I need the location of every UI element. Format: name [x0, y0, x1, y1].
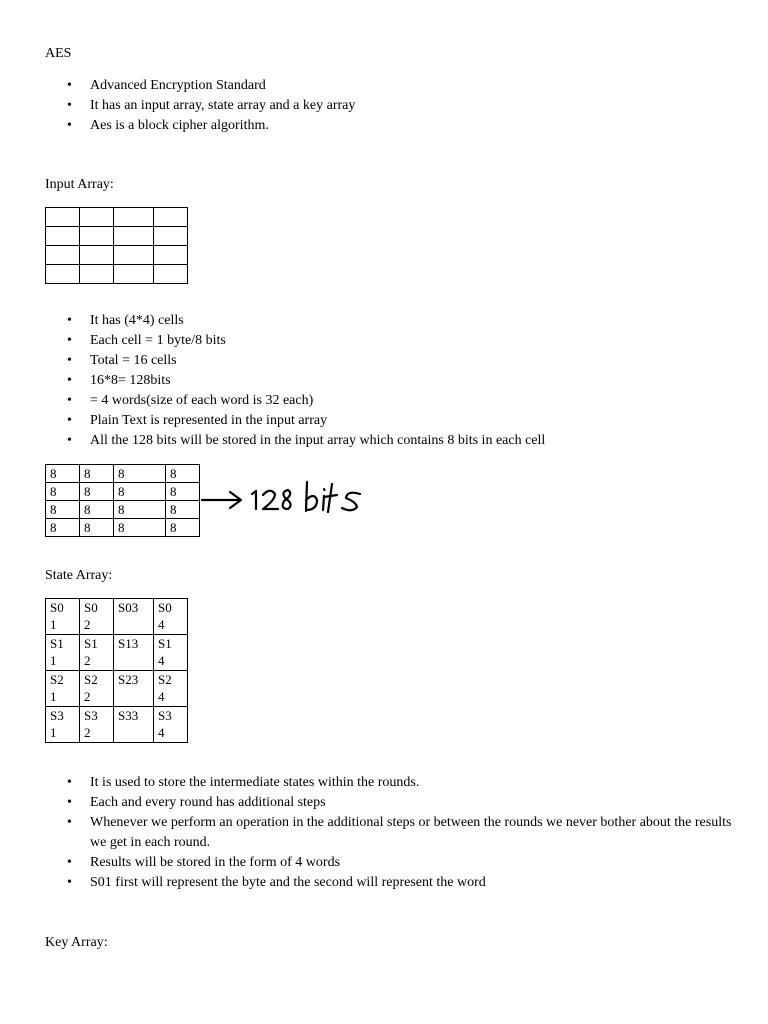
- table-cell: 8: [46, 483, 80, 501]
- table-cell: 8: [114, 519, 166, 537]
- list-item: • It has (4*4) cells: [45, 311, 735, 331]
- list-item: • Each and every round has additional steps: [45, 793, 735, 813]
- table-cell: 8: [80, 519, 114, 537]
- table-row: [46, 599, 188, 635]
- cell-line: 1: [50, 653, 57, 668]
- cell-line: S3: [84, 708, 98, 723]
- table-cell: [46, 246, 80, 265]
- cell-line: 1: [50, 725, 57, 740]
- bits-table: [45, 464, 200, 537]
- table-row: [46, 501, 200, 519]
- cell-line: 2: [84, 689, 91, 704]
- cell-line: S13: [118, 636, 139, 651]
- table-row: [46, 519, 200, 537]
- input-array-heading: Input Array:: [45, 177, 114, 192]
- state-cell: [154, 635, 188, 671]
- cell-line: S0: [50, 600, 64, 615]
- table-cell: 8: [166, 483, 200, 501]
- cell-line: 4: [158, 617, 165, 632]
- state-array-table: [45, 598, 188, 743]
- table-cell: 8: [114, 483, 166, 501]
- state-cell: [80, 707, 114, 743]
- list-item: • S01 first will represent the byte and the second will represent the word: [45, 873, 735, 893]
- cell-line: S3: [158, 708, 172, 723]
- state-cell: [46, 707, 80, 743]
- cell-line: S2: [50, 672, 64, 687]
- state-cell: [154, 671, 188, 707]
- aes-bullet-list: [45, 76, 735, 136]
- state-array-heading: State Array:: [45, 568, 113, 583]
- table-cell: [154, 246, 188, 265]
- list-item: • Total = 16 cells: [45, 351, 735, 371]
- cell-line: S1: [84, 636, 98, 651]
- cell-line: 4: [158, 725, 165, 740]
- cell-line: S33: [118, 708, 139, 723]
- list-item: • Aes is a block cipher algorithm.: [45, 116, 735, 136]
- table-cell: [114, 227, 154, 246]
- table-row: [46, 227, 188, 246]
- table-cell: [114, 208, 154, 227]
- table-cell: [80, 246, 114, 265]
- aes-heading: AES: [45, 46, 72, 61]
- table-cell: 8: [80, 483, 114, 501]
- table-cell: [154, 265, 188, 284]
- table-row: [46, 465, 200, 483]
- state-cell: [114, 707, 154, 743]
- list-item: • Each cell = 1 byte/8 bits: [45, 331, 735, 351]
- list-item: • Results will be stored in the form of 4 words: [45, 853, 735, 873]
- cell-line: S23: [118, 672, 139, 687]
- cell-line: 1: [50, 617, 57, 632]
- table-cell: [114, 246, 154, 265]
- table-row: [46, 265, 188, 284]
- table-cell: [80, 265, 114, 284]
- state-cell: [114, 599, 154, 635]
- table-cell: [80, 208, 114, 227]
- cell-line: 2: [84, 617, 91, 632]
- table-cell: [154, 227, 188, 246]
- state-cell: [80, 671, 114, 707]
- table-cell: 8: [166, 519, 200, 537]
- table-cell: [80, 227, 114, 246]
- table-cell: 8: [46, 465, 80, 483]
- state-cell: [154, 599, 188, 635]
- list-item: • Advanced Encryption Standard: [45, 76, 735, 96]
- list-item: • Whenever we perform an operation in the additional steps or between the rounds we never bother about the results we get in each round.: [45, 813, 735, 853]
- cell-line: S1: [158, 636, 172, 651]
- state-cell: [46, 599, 80, 635]
- table-cell: [46, 265, 80, 284]
- handwritten-note-128-bits: [200, 470, 370, 520]
- list-item: • It is used to store the intermediate states within the rounds.: [45, 773, 735, 793]
- input-array-bullet-list: [45, 311, 735, 451]
- state-cell: [80, 599, 114, 635]
- state-cell: [46, 671, 80, 707]
- table-cell: 8: [114, 501, 166, 519]
- cell-line: S0: [158, 600, 172, 615]
- table-cell: 8: [166, 465, 200, 483]
- table-cell: [46, 208, 80, 227]
- state-cell: [46, 635, 80, 671]
- table-row: [46, 208, 188, 227]
- cell-line: 4: [158, 653, 165, 668]
- cell-line: 2: [84, 725, 91, 740]
- list-item: • It has an input array, state array and a key array: [45, 96, 735, 116]
- cell-line: S2: [158, 672, 172, 687]
- table-row: [46, 671, 188, 707]
- cell-line: S3: [50, 708, 64, 723]
- cell-line: S0: [84, 600, 98, 615]
- list-item: • Plain Text is represented in the input array: [45, 411, 735, 431]
- cell-line: 2: [84, 653, 91, 668]
- cell-line: S1: [50, 636, 64, 651]
- table-row: [46, 246, 188, 265]
- list-item: • 16*8= 128bits: [45, 371, 735, 391]
- state-cell: [114, 635, 154, 671]
- state-cell: [114, 671, 154, 707]
- table-cell: 8: [80, 465, 114, 483]
- list-item: • = 4 words(size of each word is 32 each): [45, 391, 735, 411]
- cell-line: 1: [50, 689, 57, 704]
- key-array-heading: Key Array:: [45, 935, 108, 950]
- state-cell: [154, 707, 188, 743]
- table-row: [46, 483, 200, 501]
- table-row: [46, 707, 188, 743]
- table-cell: 8: [166, 501, 200, 519]
- table-row: [46, 635, 188, 671]
- table-cell: 8: [46, 501, 80, 519]
- table-cell: 8: [114, 465, 166, 483]
- table-cell: [154, 208, 188, 227]
- cell-line: S03: [118, 600, 139, 615]
- table-cell: 8: [80, 501, 114, 519]
- table-cell: [114, 265, 154, 284]
- cell-line: 4: [158, 689, 165, 704]
- input-array-table: [45, 207, 188, 284]
- table-cell: 8: [46, 519, 80, 537]
- state-array-bullet-list: [45, 773, 735, 893]
- state-cell: [80, 635, 114, 671]
- cell-line: S2: [84, 672, 98, 687]
- table-cell: [46, 227, 80, 246]
- list-item: • All the 128 bits will be stored in the input array which contains 8 bits in each cell: [45, 431, 735, 451]
